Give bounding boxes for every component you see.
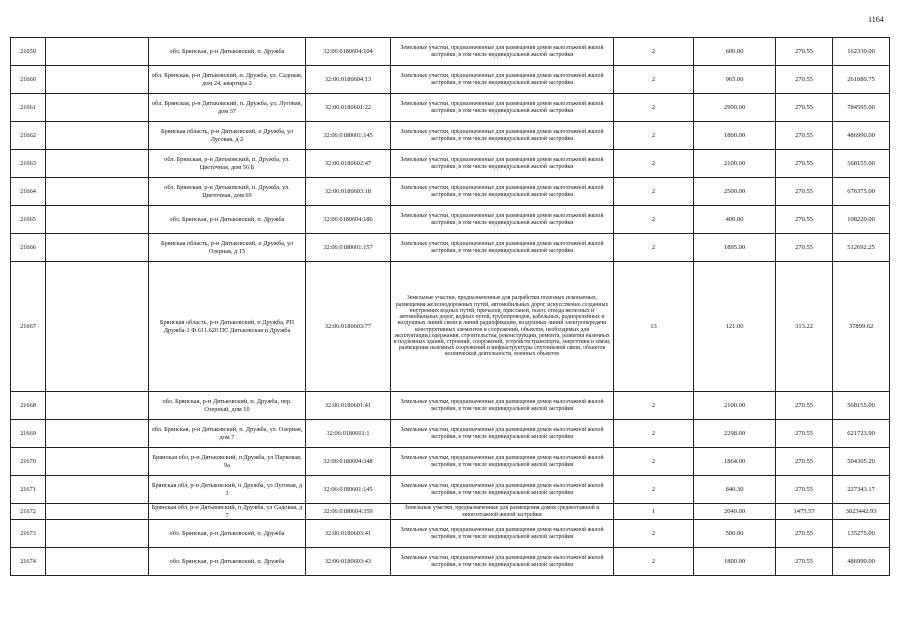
group-cell: 2 [614,234,694,262]
cadastral-value-cell: 568155.00 [833,150,890,178]
area-cell: 600.00 [694,38,776,66]
group-cell: 2 [614,448,694,476]
row-number: 21665 [11,206,46,234]
empty-cell [46,66,149,94]
cadastral-number-cell: 32:06:0180603:77 [306,262,391,392]
area-cell: 2500.00 [694,178,776,206]
land-use-cell: Земельные участки, предназначенные для размещения домов малоэтажной жилой застройки, в том числе индивидуальной жилой застройки [391,420,614,448]
cadastral-value-cell: 486990.00 [833,548,890,576]
empty-cell [46,420,149,448]
table-row [11,392,890,420]
empty-cell [46,94,149,122]
cadastral-value-cell: 261080.75 [833,66,890,94]
cadastral-value-table [10,37,890,576]
land-use-cell: Земельные участки, предназначенные для разработки полезных ископаемых, размещения железнодорожных путей, автомобильных дорог, искусственно созданных внутренних водных путей, причалов, пристаней, полос отвода железных и автомобильных дорог, водных путей, трубопроводов, кабельных, радиорелейных и воздушных линий связи и линий радиофикации, воздушных линий электропередачи конструктивных элементов и сооружений, объектов, необходимых для эксплуатации,содержания, строительства, реконструкции, ремонта, развития наземных и подземных зданий, строений, сооружений, устройств транспорта, энергетики и связи; размещения наземных сооружений и инфраструктуры спутниковой связи, объектов космической деятельности, военных объектов [391,262,614,392]
address-cell: обл. Брянская, р-н Дятьковский, п. Дружба [149,520,306,548]
land-use-cell: Земельные участки, предназначенные для размещения домов малоэтажной жилой застройки, в том числе индивидуальной жилой застройки [391,178,614,206]
specific-value-cell: 270.55 [776,420,833,448]
cadastral-number-cell: 32:06:0180604:13 [306,66,391,94]
area-cell: 965.00 [694,66,776,94]
address-cell: Брянская обл, р-н Дятьковский, п Дружба, ул Садовая, д 7 [149,504,306,520]
land-use-cell: Земельные участки, предназначенные для размещения домов среднеэтажной и многоэтажной жилой застройки [391,504,614,520]
area-cell: 1895.00 [694,234,776,262]
cadastral-value-cell: 676375.00 [833,178,890,206]
area-cell: 1800.00 [694,122,776,150]
land-use-cell: Земельные участки, предназначенные для размещения домов малоэтажной жилой застройки, в том числе индивидуальной жилой застройки [391,38,614,66]
group-cell: 2 [614,206,694,234]
address-cell: Брянская область, р-н Дятьковский, п Дружба, РП Дружба-1 Ф.611.620 ПС Дятьковская п Дружба [149,262,306,392]
specific-value-cell: 270.55 [776,392,833,420]
specific-value-cell: 270.55 [776,94,833,122]
group-cell: 1 [614,504,694,520]
empty-cell [46,392,149,420]
specific-value-cell: 270.55 [776,150,833,178]
group-cell: 2 [614,420,694,448]
area-cell: 500.00 [694,520,776,548]
row-number: 21661 [11,94,46,122]
table-row [11,504,890,520]
table-row [11,38,890,66]
cadastral-value-cell: 512692.25 [833,234,890,262]
table-row [11,122,890,150]
land-use-cell: Земельные участки, предназначенные для размещения домов малоэтажной жилой застройки, в том числе индивидуальной жилой застройки [391,66,614,94]
cadastral-number-cell: 32:06:0180601:157 [306,234,391,262]
area-cell: 2100.00 [694,392,776,420]
area-cell: 2298.00 [694,420,776,448]
row-number: 21667 [11,262,46,392]
address-cell: Брянская обл, р-н Дятьковский, п Дружба, ул Парковая, 9а [149,448,306,476]
cadastral-number-cell: 32:06:0180601:145 [306,122,391,150]
empty-cell [46,38,149,66]
cadastral-value-cell: 162330.00 [833,38,890,66]
row-number: 21662 [11,122,46,150]
cadastral-number-cell: 32:06:0180604:186 [306,206,391,234]
group-cell: 2 [614,122,694,150]
cadastral-number-cell: 32:06:0180603:18 [306,178,391,206]
specific-value-cell: 270.55 [776,476,833,504]
table-row [11,150,890,178]
table-row [11,548,890,576]
land-use-cell: Земельные участки, предназначенные для размещения домов малоэтажной жилой застройки, в том числе индивидуальной жилой застройки [391,476,614,504]
empty-cell [46,448,149,476]
cadastral-value-cell: 568155.00 [833,392,890,420]
specific-value-cell: 270.55 [776,206,833,234]
cadastral-number-cell: 32:06:0180601:145 [306,476,391,504]
table-row [11,94,890,122]
row-number: 21670 [11,448,46,476]
group-cell: 2 [614,94,694,122]
table-row [11,476,890,504]
empty-cell [46,206,149,234]
area-cell: 400.00 [694,206,776,234]
table-row [11,234,890,262]
area-cell: 1800.00 [694,548,776,576]
group-cell: 2 [614,178,694,206]
land-use-cell: Земельные участки, предназначенные для размещения домов малоэтажной жилой застройки, в том числе индивидуальной жилой застройки [391,206,614,234]
empty-cell [46,178,149,206]
address-cell: обл. Брянская, р-н Дятьковский, п. Дружба, пер. Озерный, дом 10 [149,392,306,420]
cadastral-number-cell: 32:06:0180604:348 [306,448,391,476]
area-cell: 2100.00 [694,150,776,178]
address-cell: обл. Брянская, р-н Дятьковский, п. Дружба, ул. Садовая, дом 24, квартира 2 [149,66,306,94]
row-number: 21666 [11,234,46,262]
address-cell: обл. Брянская, р-н Дятьковский, п. Дружба, ул. Цветочная, дом 69 [149,178,306,206]
specific-value-cell: 270.55 [776,448,833,476]
row-number: 21664 [11,178,46,206]
table-row [11,178,890,206]
specific-value-cell: 270.55 [776,66,833,94]
land-use-cell: Земельные участки, предназначенные для размещения домов малоэтажной жилой застройки, в том числе индивидуальной жилой застройки [391,122,614,150]
row-number: 21671 [11,476,46,504]
cadastral-value-cell: 135275.00 [833,520,890,548]
row-number: 21672 [11,504,46,520]
land-use-cell: Земельные участки, предназначенные для размещения домов малоэтажной жилой застройки, в том числе индивидуальной жилой застройки [391,448,614,476]
row-number: 21663 [11,150,46,178]
address-cell: Брянская обл, р-н Дятьковский, п Дружба, ул Луговая, д 3 [149,476,306,504]
empty-cell [46,150,149,178]
area-cell: 121.00 [694,262,776,392]
group-cell: 2 [614,66,694,94]
cadastral-value-cell: 108220.00 [833,206,890,234]
area-cell: 2049.00 [694,504,776,520]
cadastral-number-cell: 32:06:0180602:47 [306,150,391,178]
empty-cell [46,476,149,504]
land-use-cell: Земельные участки, предназначенные для размещения домов малоэтажной жилой застройки, в том числе индивидуальной жилой застройки [391,520,614,548]
group-cell: 13 [614,262,694,392]
land-use-cell: Земельные участки, предназначенные для размещения домов малоэтажной жилой застройки, в том числе индивидуальной жилой застройки [391,548,614,576]
specific-value-cell: 1475.57 [776,504,833,520]
address-cell: обл. Брянская, р-н Дятьковский, п. Дружба, ул. Озерная, дом 7 [149,420,306,448]
table-row [11,262,890,392]
table-row [11,420,890,448]
address-cell: Брянская область, р-н Дятьковский, п Дружба, ул Луговая, д 2 [149,122,306,150]
empty-cell [46,504,149,520]
group-cell: 2 [614,476,694,504]
cadastral-number-cell: 32:06:0180603:43 [306,548,391,576]
group-cell: 2 [614,520,694,548]
land-use-cell: Земельные участки, предназначенные для размещения домов малоэтажной жилой застройки, в том числе индивидуальной жилой застройки [391,234,614,262]
table-row [11,206,890,234]
row-number: 21673 [11,520,46,548]
cadastral-number-cell: 32:06:0180601:41 [306,392,391,420]
row-number: 21669 [11,420,46,448]
cadastral-number-cell: 32:06:0180601:22 [306,94,391,122]
cadastral-value-cell: 3023442.93 [833,504,890,520]
cadastral-value-cell: 784595.00 [833,94,890,122]
cadastral-value-cell: 486990.00 [833,122,890,150]
empty-cell [46,234,149,262]
cadastral-value-cell: 37899.62 [833,262,890,392]
land-use-cell: Земельные участки, предназначенные для размещения домов малоэтажной жилой застройки, в том числе индивидуальной жилой застройки [391,392,614,420]
table-row [11,520,890,548]
empty-cell [46,262,149,392]
address-cell: обл. Брянская, р-н Дятьковский, п. Дружба [149,38,306,66]
specific-value-cell: 270.55 [776,548,833,576]
area-cell: 2900.00 [694,94,776,122]
cadastral-value-cell: 504305.20 [833,448,890,476]
cadastral-number-cell: 32:06:0180603:41 [306,520,391,548]
cadastral-number-cell: 32:06:0180601:1 [306,420,391,448]
cadastral-value-cell: 227343.17 [833,476,890,504]
row-number: 21668 [11,392,46,420]
cadastral-number-cell: 32:06:0180604:104 [306,38,391,66]
area-cell: 840.30 [694,476,776,504]
land-use-cell: Земельные участки, предназначенные для размещения домов малоэтажной жилой застройки, в том числе индивидуальной жилой застройки [391,150,614,178]
cadastral-value-cell: 621723.90 [833,420,890,448]
group-cell: 2 [614,38,694,66]
empty-cell [46,548,149,576]
area-cell: 1864.00 [694,448,776,476]
address-cell: Брянская область, р-н Дятьковский, п Дружба, ул Озерная, д 15 [149,234,306,262]
empty-cell [46,520,149,548]
specific-value-cell: 313.22 [776,262,833,392]
specific-value-cell: 270.55 [776,122,833,150]
group-cell: 2 [614,548,694,576]
row-number: 21660 [11,66,46,94]
address-cell: обл. Брянская, р-н Дятьковский, п. Дружба [149,548,306,576]
page-number: 1164 [868,15,884,24]
address-cell: обл. Брянская, р-н Дятьковский, п. Дружба, ул. Цветочная, дом 56 Б [149,150,306,178]
row-number: 21674 [11,548,46,576]
group-cell: 2 [614,392,694,420]
row-number: 21659 [11,38,46,66]
table-row [11,66,890,94]
specific-value-cell: 270.55 [776,178,833,206]
group-cell: 2 [614,150,694,178]
table-row [11,448,890,476]
specific-value-cell: 270.55 [776,234,833,262]
specific-value-cell: 270.55 [776,520,833,548]
cadastral-number-cell: 32:06:0180604:359 [306,504,391,520]
address-cell: обл. Брянская, р-н Дятьковский, п. Дружба, ул. Луговая, дом 37 [149,94,306,122]
specific-value-cell: 270.55 [776,38,833,66]
empty-cell [46,122,149,150]
land-use-cell: Земельные участки, предназначенные для размещения домов малоэтажной жилой застройки, в том числе индивидуальной жилой застройки [391,94,614,122]
address-cell: обл. Брянская, р-н Дятьковский, п. Дружба [149,206,306,234]
